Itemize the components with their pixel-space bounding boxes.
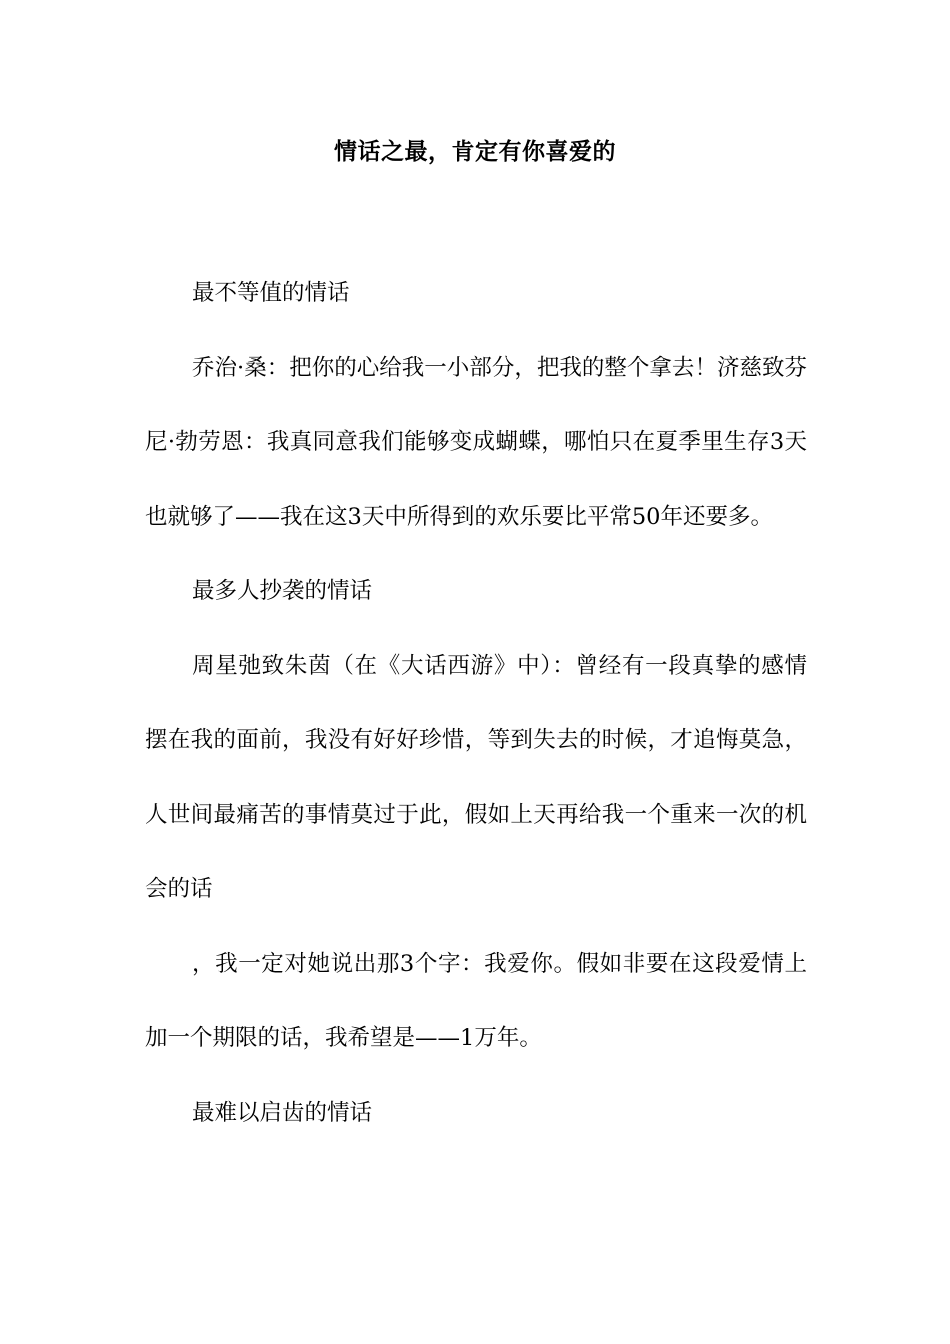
document-title: 情话之最，肯定有你喜爱的 <box>334 138 616 165</box>
paragraph: 周星弛致朱茵（在《大话西游》中）：曾经有一段真挚的感情摆在我的面前，我没有好好珍惜，等到失去的时候，才追悔莫急，人世间最痛苦的事情莫过于此，假如上天再给我一个重来一次的机会的话 <box>145 652 807 902</box>
section-heading: 最多人抄袭的情话 <box>192 578 373 604</box>
section-heading: 最不等值的情话 <box>192 280 350 306</box>
paragraph: ，我一定对她说出那3个字：我爱你。假如非要在这段爱情上加一个期限的话，我希望是——1万年。 <box>145 950 807 1051</box>
paragraph: 乔治·桑：把你的心给我一小部分，把我的整个拿去！济慈致芬尼·勃劳恩：我真同意我们能够变成蝴蝶，哪怕只在夏季里生存3天也就够了——我在这3天中所得到的欢乐要比平常50年还要多。 <box>145 354 807 530</box>
document-body <box>145 256 807 1150</box>
section-heading: 最难以启齿的情话 <box>192 1099 373 1126</box>
